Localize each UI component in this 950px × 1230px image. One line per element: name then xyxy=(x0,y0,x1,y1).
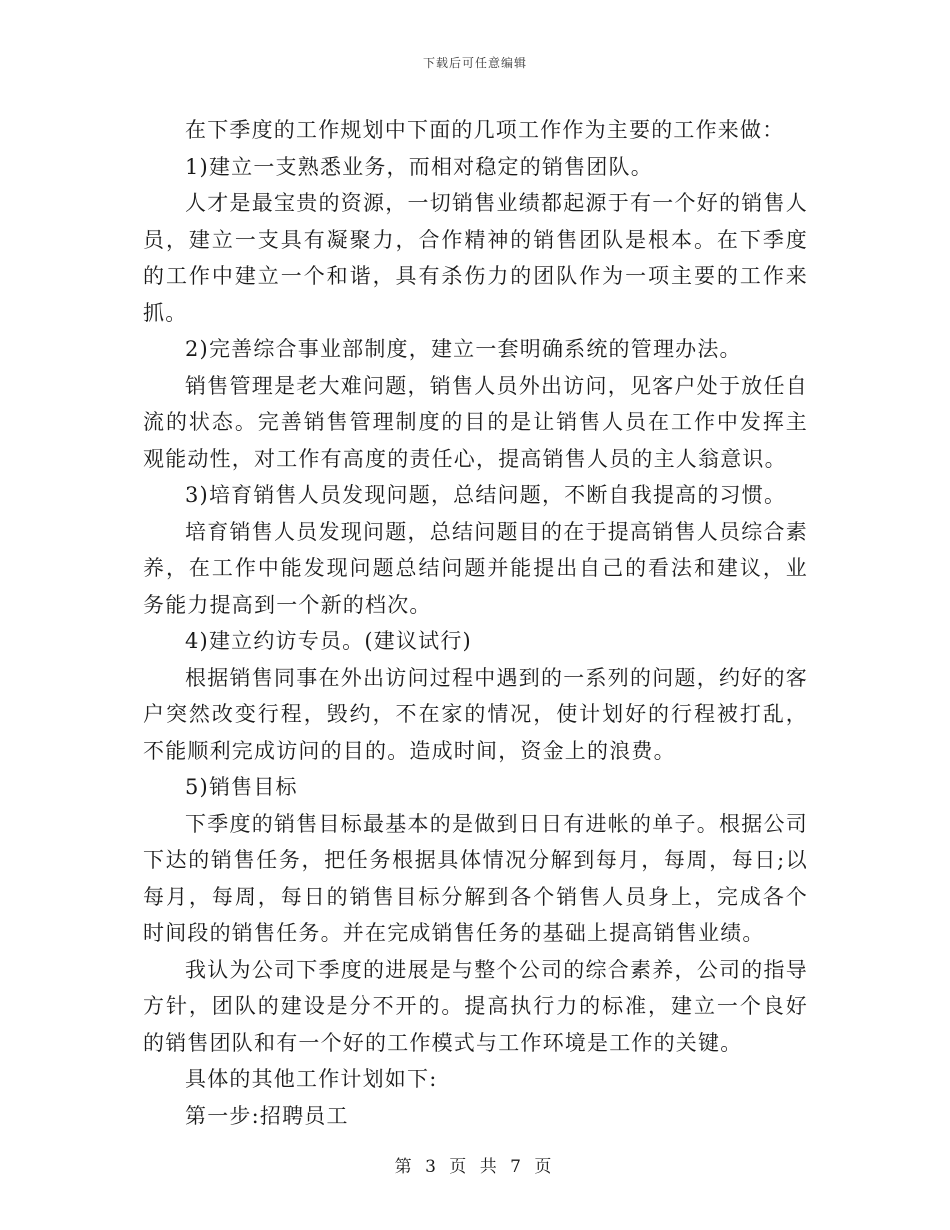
paragraph-step-1: 第一步:招聘员工 xyxy=(185,1103,349,1128)
paragraph-intro: 在下季度的工作规划中下面的几项工作作为主要的工作来做： xyxy=(185,118,785,142)
page-number-footer: 第 3 页 共 7 页 xyxy=(394,1157,556,1177)
document-body xyxy=(143,112,808,1134)
paragraph-item-3-body: 培育销售人员发现问题，总结问题目的在于提高销售人员综合素养，在工作中能发现问题总结问题并能提出自己的看法和建议，业务能力提高到一个新的档次。 xyxy=(143,519,808,617)
paragraph-item-4-heading: 4)建立约访专员。(建议试行) xyxy=(185,629,472,653)
paragraph-item-2-heading: 2)完善综合事业部制度，建立一套明确系统的管理办法。 xyxy=(185,337,742,361)
paragraph-item-2-body: 销售管理是老大难问题，销售人员外出访问，见客户处于放任自流的状态。完善销售管理制度的目的是让销售人员在工作中发挥主观能动性，对工作有高度的责任心，提高销售人员的主人翁意识。 xyxy=(143,373,808,471)
paragraph-item-1-heading: 1)建立一支熟悉业务，而相对稳定的销售团队。 xyxy=(185,154,653,179)
page-header: 下载后可任意编辑 xyxy=(422,56,527,70)
paragraph-item-1-body: 人才是最宝贵的资源，一切销售业绩都起源于有一个好的销售人员，建立一支具有凝聚力，合作精神的销售团队是根本。在下季度的工作中建立一个和谐，具有杀伤力的团队作为一项主要的工作来抓。 xyxy=(143,191,808,325)
paragraph-item-5-heading: 5)销售目标 xyxy=(185,775,298,799)
paragraph-item-5-body: 下季度的销售目标最基本的是做到日日有进帐的单子。根据公司下达的销售任务，把任务根据具体情况分解到每月，每周，每日;以每月，每周，每日的销售目标分解到各个销售人员身上，完成各个时间段的销售任务。并在完成销售任务的基础上提高销售业绩。 xyxy=(143,811,808,945)
paragraph-item-3-heading: 3)培育销售人员发现问题，总结问题，不断自我提高的习惯。 xyxy=(185,483,787,507)
paragraph-plan-intro: 具体的其他工作计划如下: xyxy=(185,1067,438,1091)
paragraph-summary: 我认为公司下季度的进展是与整个公司的综合素养，公司的指导方针，团队的建设是分不开的。提高执行力的标准，建立一个良好的销售团队和有一个好的工作模式与工作环境是工作的关键。 xyxy=(143,957,808,1055)
paragraph-item-4-body: 根据销售同事在外出访问过程中遇到的一系列的问题，约好的客户突然改变行程，毁约，不在家的情况，使计划好的行程被打乱，不能顺利完成访问的目的。造成时间，资金上的浪费。 xyxy=(143,665,808,763)
